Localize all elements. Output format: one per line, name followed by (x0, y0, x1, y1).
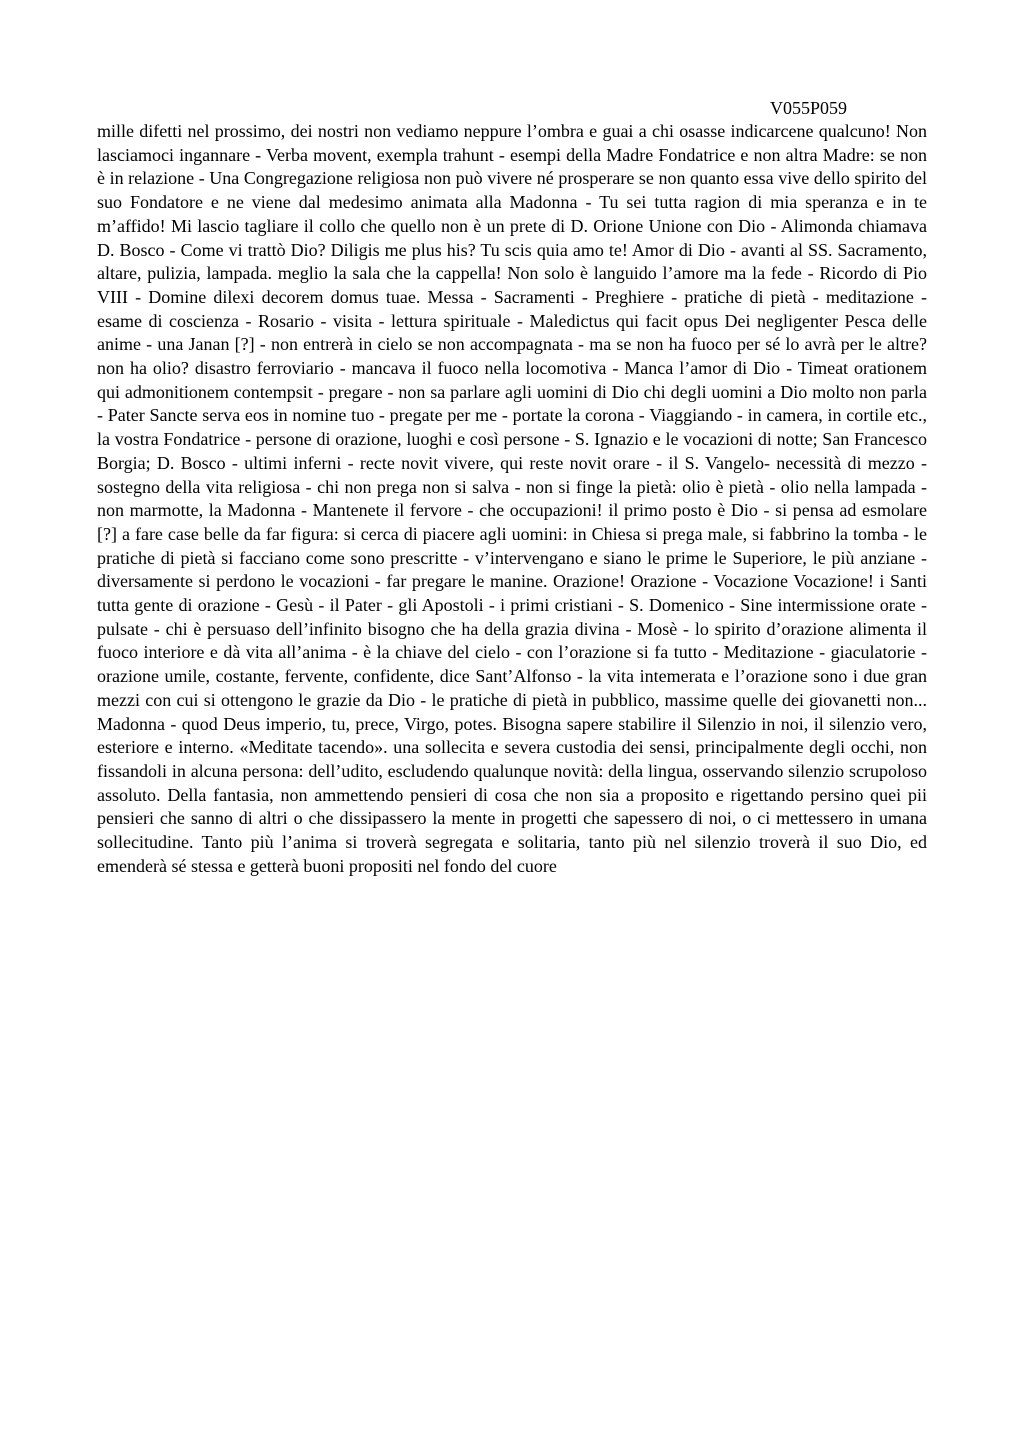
body-paragraph: mille difetti nel prossimo, dei nostri non vediamo neppure l’ombra e guai a chi osasse indicarcene qualcuno! Non lasciamoci ingannare - Verba movent, exempla trahunt - esempi della Madre Fondatrice e non altra Madre: se non è in relazione - Una Congregazione religiosa non può vivere né prosperare se non quanto essa vive dello spirito del suo Fondatore e ne viene dal medesimo animata alla Madonna - Tu sei tutta ragion di mia speranza e in te m’affido! Mi lascio tagliare il collo che quello non è un prete di D. Orione Unione con Dio - Alimonda chiamava D. Bosco - Come vi trattò Dio? Diligis me plus his? Tu scis quia amo te! Amor di Dio - avanti al SS. Sacramento, altare, pulizia, lampada. meglio la sala che la cappella! Non solo è languido l’amore ma la fede - Ricordo di Pio VIII - Domine dilexi decorem domus tuae. Messa - Sacramenti - Preghiere - pratiche di pietà - meditazione - esame di coscienza - Rosario - visita - lettura spirituale - Maledictus qui facit opus Dei negligenter Pesca delle anime - una Janan [?] - non entrerà in cielo se non accompagnata - ma se non ha fuoco per sé lo avrà per le altre? non ha olio? disastro ferroviario - mancava il fuoco nella locomotiva - Manca l’amor di Dio - Timeat orationem qui admonitionem contempsit - pregare - non sa parlare agli uomini di Dio chi degli uomini a Dio molto non parla - Pater Sancte serva eos in nomine tuo - pregate per me - portate la corona - Viaggiando - in camera, in cortile etc., la vostra Fondatrice - persone di orazione, luoghi e così persone - S. Ignazio e le vocazioni di notte; San Francesco Borgia; D. Bosco - ultimi inferni - recte novit vivere, qui reste novit orare - il S. Vangelo- necessità di mezzo - sostegno della vita religiosa - chi non prega non si salva - non si finge la pietà: olio è pietà - olio nella lampada - non marmotte, la Madonna - Mantenete il fervore - che occupazioni! il primo posto è Dio - si pensa ad esmolare [?] a fare case belle da far figura: si cerca di piacere agli uomini: in Chiesa si prega male, si fabbrino la tomba - le pratiche di pietà si facciano come sono prescritte - v’intervengano e siano le prime le Superiore, le più anziane - diversamente si perdono le vocazioni - far pregare le manine. Orazione! Orazione - Vocazione Vocazione! i Santi tutta gente di orazione - Gesù - il Pater - gli Apostoli - i primi cristiani - S. Domenico - Sine intermissione orate - pulsate - chi è persuaso dell’infinito bisogno che ha della grazia divina - Mosè - lo spirito d’orazione alimenta il fuoco interiore e dà vita all’anima - è la chiave del cielo - con l’orazione si fa tutto - Meditazione - giaculatorie - orazione umile, costante, fervente, confidente, dice Sant’Alfonso - la vita intemerata e l’orazione sono i due gran mezzi con cui si ottengono le grazie da Dio - le pratiche di pietà in pubblico, massime quelle dei giovanetti non... Madonna - quod Deus imperio, tu, prece, Virgo, potes. Bisogna sapere stabilire il Silenzio in noi, il silenzio vero, esteriore e interno. «Meditate tacendo». una sollecita e severa custodia dei sensi, principalmente degli occhi, non fissandoli in alcuna persona: dell’udito, escludendo qualunque novità: della lingua, osservando silenzio scrupoloso assoluto. Della fantasia, non ammettendo pensieri di cosa che non sia a proposito e rigettando persino quei pii pensieri che sanno di altri o che dissipassero la mente in progetti che sapessero di noi, o ci mettessero in umana sollecitudine. Tanto più l’anima si troverà segregata e solitaria, tanto più nel silenzio troverà il suo Dio, ed emenderà sé stessa e getterà buoni propositi nel fondo del cuore (97, 121, 927, 876)
page-identifier: V055P059 (770, 98, 848, 118)
